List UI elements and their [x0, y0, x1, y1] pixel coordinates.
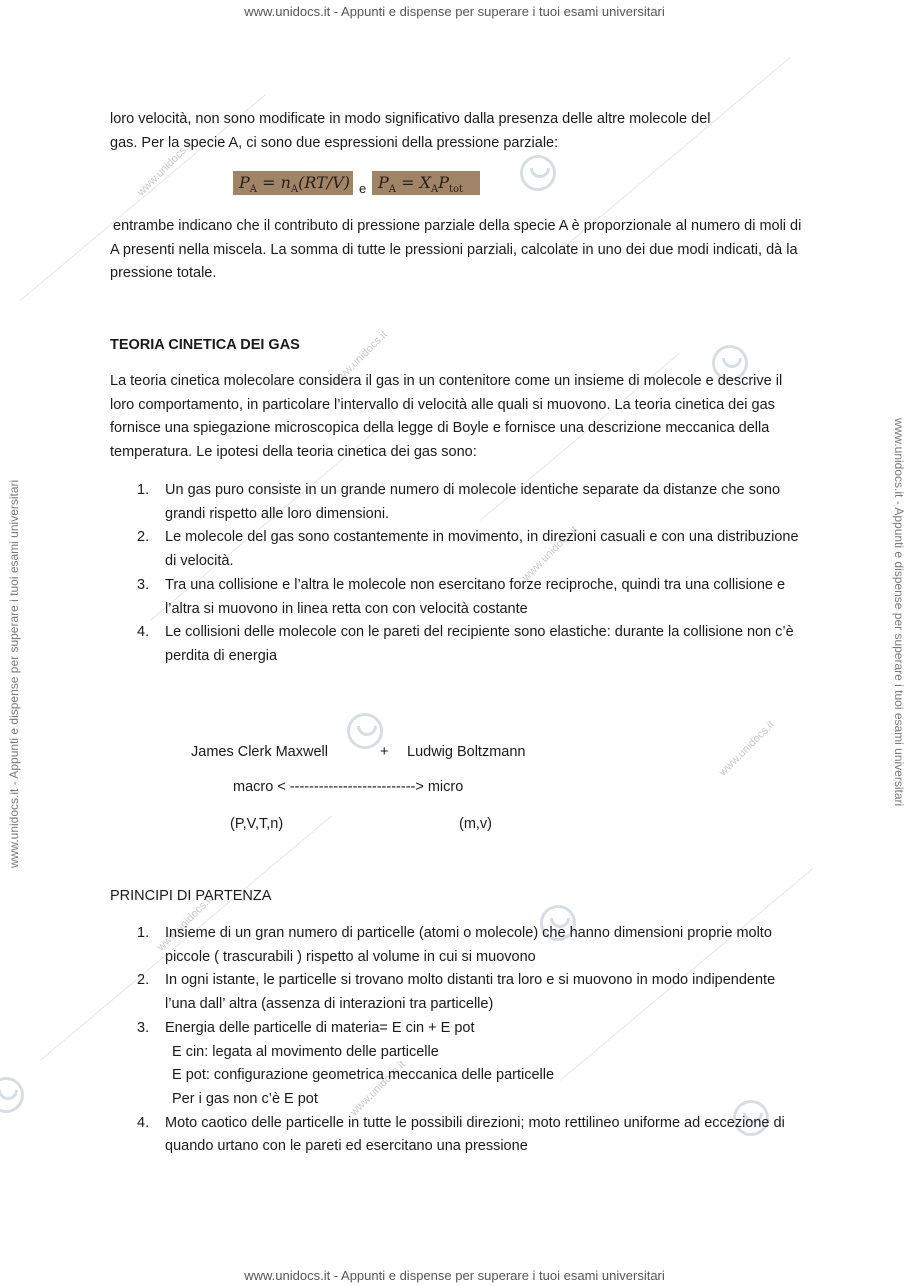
- watermark-faint: www.unidocs.it: [520, 523, 580, 584]
- watermark-faint: www.unidocs.it: [135, 138, 195, 199]
- kinetic-paragraph: La teoria cinetica molecolare considera il gas in un contenitore come un insieme di molecole e descrive il loro comportamento, in particolare l’intervallo di velocità alle quali si muovono. La teoria cinetica dei gas fornisce una spiegazione microscopica della legge di Boyle e fornisce una descrizione meccanica della temperatura. Le ipotesi della teoria cinetica dei gas sono:: [110, 373, 783, 461]
- scientist-maxwell: James Clerk Maxwell: [191, 744, 328, 760]
- intro-line-1: loro velocità, non sono modificate in modo significativo dalla presenza delle altre molecole del: [110, 111, 711, 127]
- scientist-boltzmann: Ludwig Boltzmann: [407, 744, 526, 760]
- intro-text: [110, 108, 810, 155]
- list-item: [110, 574, 800, 621]
- list-number: 1.: [137, 482, 150, 498]
- list-number: 2.: [137, 972, 150, 989]
- list-item-text: Le molecole del gas sono costantemente in movimento, in direzioni casuali e con una distribuzione di velocità.: [165, 529, 799, 570]
- intro-line-2: gas. Per la specie A, ci sono due espressioni della pressione parziale:: [110, 134, 559, 151]
- plus-sign: +: [380, 744, 389, 760]
- list-item: [110, 1112, 800, 1159]
- list-item-text: Insieme di un gran numero di particelle (atomi o molecole) che hanno dimensioni proprie molto piccole ( trascurabili ) rispetto al volume in cui si muovono: [165, 925, 772, 965]
- sub-line-ecin: E cin: legata al movimento delle particelle: [172, 1043, 439, 1060]
- list-item-text: Moto caotico delle particelle in tutte le possibili direzioni; moto rettilineo uniforme ad eccezione di quando urtano con le pareti ed esercitano una pressione: [165, 1114, 785, 1155]
- micro-variables: (m,v): [459, 816, 493, 832]
- list-number: 1.: [137, 925, 150, 941]
- section-title-principles: PRINCIPI DI PARTENZA: [110, 888, 272, 904]
- list-number: 2.: [137, 529, 150, 546]
- intro-paragraph: entrambe indicano che il contributo di pressione parziale della specie A è proporzionale al numero di moli di A presenti nella miscela. La somma di tutte le pressioni parziali, calcolate in uno dei due modi indicati, dà la pressione totale.: [110, 218, 802, 282]
- list-item: [110, 479, 800, 526]
- list-item: [110, 1017, 800, 1112]
- watermark-faint: www.unidocs.it: [330, 328, 390, 389]
- section-title-kinetic: TEORIA CINETICA DEI GAS: [110, 337, 300, 353]
- partial-pressure-formula-2: $P_A = X_AP_{tot}$: [372, 171, 480, 195]
- list-item: [110, 969, 800, 1016]
- macro-micro-scale: macro < --------------------------> micro: [233, 779, 464, 795]
- unidocs-logo-icon: [0, 1077, 24, 1113]
- right-side-watermark: www.unidocs.it - Appunti e dispense per superare i tuoi esami universitari: [892, 418, 906, 807]
- formula-conjunction: e: [359, 181, 367, 196]
- list-number: 3.: [137, 576, 150, 593]
- unidocs-logo-icon: [347, 713, 383, 749]
- left-side-watermark: www.unidocs.it - Appunti e dispense per superare i tuoi esami universitari: [7, 479, 21, 868]
- footer-watermark: www.unidocs.it - Appunti e dispense per superare i tuoi esami universitari: [244, 1268, 665, 1283]
- watermark-faint: www.unidocs.it: [155, 893, 215, 954]
- list-item: [110, 922, 800, 969]
- list-item-text: In ogni istante, le particelle si trovano molto distanti tra loro e si muovono in modo indipendente l’una dall’ altra (assenza di interazioni tra particelle): [165, 972, 776, 1013]
- watermark-faint: www.unidocs.it: [717, 718, 777, 779]
- list-item-text: Tra una collisione e l’altra le molecole non esercitano forze reciproche, quindi tra una collisione e l’altra si muovono in linea retta con con velocità costante: [165, 576, 786, 617]
- sub-line-gas: Per i gas non c’è E pot: [172, 1090, 318, 1107]
- unidocs-logo-icon: [520, 155, 556, 191]
- list-item-text: Un gas puro consiste in un grande numero di molecole identiche separate da distanze che sono grandi rispetto alle loro dimensioni.: [165, 482, 781, 522]
- kinetic-hypotheses-list: [110, 479, 800, 669]
- list-item-text: Energia delle particelle di materia= E cin + E pot: [165, 1019, 475, 1036]
- list-item: [110, 526, 800, 573]
- list-item: [110, 621, 800, 668]
- principles-list: [110, 922, 800, 1159]
- header-watermark: www.unidocs.it - Appunti e dispense per superare i tuoi esami universitari: [244, 4, 665, 19]
- list-number: 4.: [137, 624, 150, 641]
- list-item-text: Le collisioni delle molecole con le pareti del recipiente sono elastiche: durante la collisione non c’è perdita di energia: [165, 624, 794, 664]
- watermark-faint: www.unidocs.it: [348, 1058, 408, 1119]
- list-number: 4.: [137, 1114, 150, 1131]
- list-number: 3.: [137, 1019, 150, 1036]
- partial-pressure-formula-1: $P_A = n_A(RT/V)$: [233, 171, 353, 195]
- sub-line-epot: E pot: configurazione geometrica meccanica delle particelle: [172, 1067, 555, 1084]
- macro-variables: (P,V,T,n): [230, 816, 284, 832]
